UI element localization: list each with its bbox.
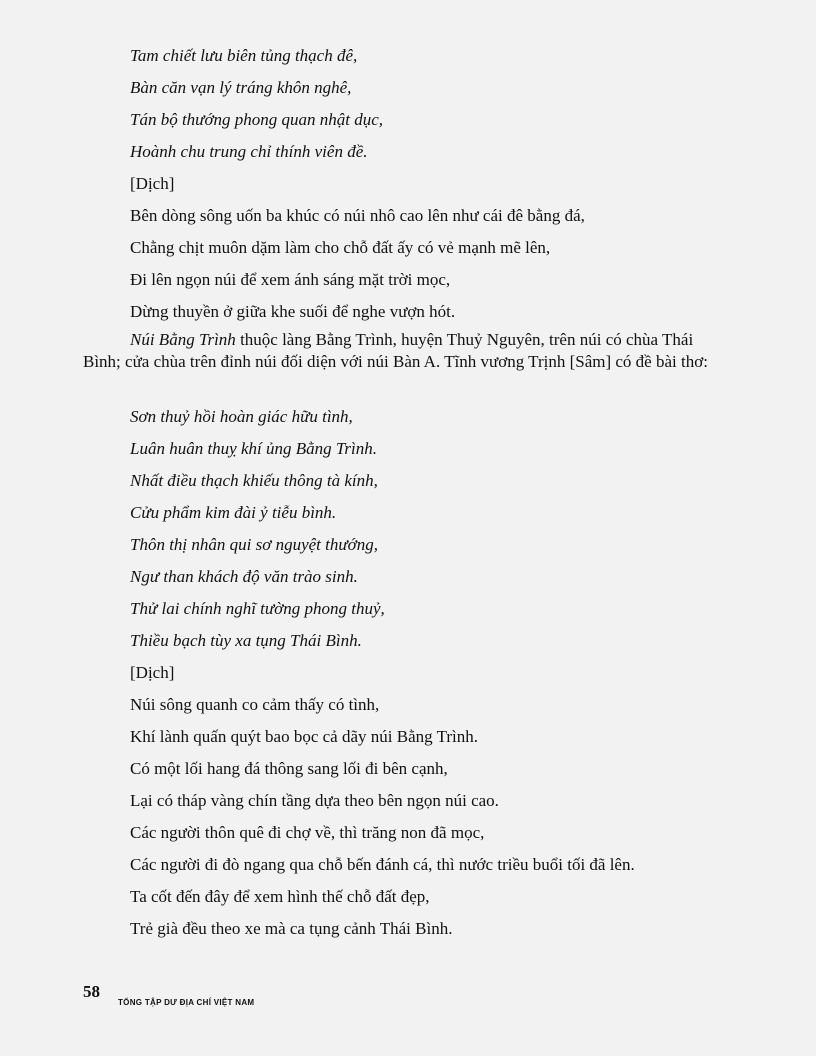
poem1-line-1: Tam chiết lưu biên tủng thạch đê,	[130, 46, 358, 65]
poem2-translation-line-3: Có một lối hang đá thông sang lối đi bên cạnh,	[130, 759, 448, 778]
poem1-translation-line-1: Bên dòng sông uốn ba khúc có núi nhô cao lên như cái đê bằng đá,	[130, 206, 585, 225]
page-number: 58	[83, 982, 100, 1001]
poem1-translation-line-3: Đi lên ngọn núi để xem ánh sáng mặt trời mọc,	[130, 270, 451, 289]
poem2-line-1: Sơn thuỷ hồi hoàn giác hữu tình,	[130, 407, 353, 426]
poem2-translation-label: [Dịch]	[130, 663, 175, 682]
poem1-line-3: Tán bộ thướng phong quan nhật dục,	[130, 110, 384, 129]
poem2-translation-line-5: Các người thôn quê đi chợ về, thì trăng non đã mọc,	[130, 823, 485, 842]
poem2-translation-line-1: Núi sông quanh co cảm thấy có tình,	[130, 695, 380, 714]
poem2-line-6: Ngư than khách độ văn trào sinh.	[130, 567, 358, 586]
poem1-translation-line-2: Chằng chịt muôn dặm làm cho chỗ đất ấy có vẻ mạnh mẽ lên,	[130, 238, 551, 257]
poem2-translation-line-8: Trẻ già đều theo xe mà ca tụng cảnh Thái Bình.	[130, 919, 453, 938]
poem2-line-8: Thiều bạch tùy xa tụng Thái Bình.	[130, 631, 362, 650]
paragraph-title: Núi Bằng Trình	[130, 330, 236, 349]
paragraph-text: thuộc làng Bằng Trình, huyện Thuỷ Nguyên, trên núi có chùa Thái Bình; cửa chùa trên đỉnh núi đối diện với núi Bàn A. Tĩnh vương Trịnh [Sâm] có đề bài thơ:	[83, 330, 708, 371]
poem2-line-7: Thử lai chính nghĩ tường phong thuỷ,	[130, 599, 385, 618]
poem2-line-2: Luân huân thuỵ khí ủng Bằng Trình.	[130, 439, 377, 458]
book-title: TỔNG TẬP DƯ ĐỊA CHÍ VIỆT NAM	[118, 998, 255, 1007]
poem1-translation-label: [Dịch]	[130, 174, 175, 193]
poem2-line-3: Nhất điều thạch khiếu thông tà kính,	[130, 471, 378, 490]
poem2-translation-line-6: Các người đi đò ngang qua chỗ bến đánh cá, thì nước triều buổi tối đã lên.	[130, 855, 635, 874]
poem1-translation-line-4: Dừng thuyền ở giữa khe suối để nghe vượn hót.	[130, 302, 456, 321]
poem1-line-2: Bàn căn vạn lý tráng khôn nghê,	[130, 78, 352, 97]
poem2-translation-line-4: Lại có tháp vàng chín tầng dựa theo bên ngọn núi cao.	[130, 791, 499, 810]
intro-paragraph	[83, 329, 733, 373]
poem2-line-5: Thôn thị nhân qui sơ nguyệt thướng,	[130, 535, 378, 554]
poem1-line-4: Hoành chu trung chỉ thính viên đề.	[130, 142, 368, 161]
poem2-translation-line-2: Khí lành quấn quýt bao bọc cả dãy núi Bằng Trình.	[130, 727, 478, 746]
poem2-line-4: Cửu phẩm kim đài ỷ tiễu bình.	[130, 503, 337, 522]
poem2-translation-line-7: Ta cốt đến đây để xem hình thế chỗ đất đẹp,	[130, 887, 430, 906]
